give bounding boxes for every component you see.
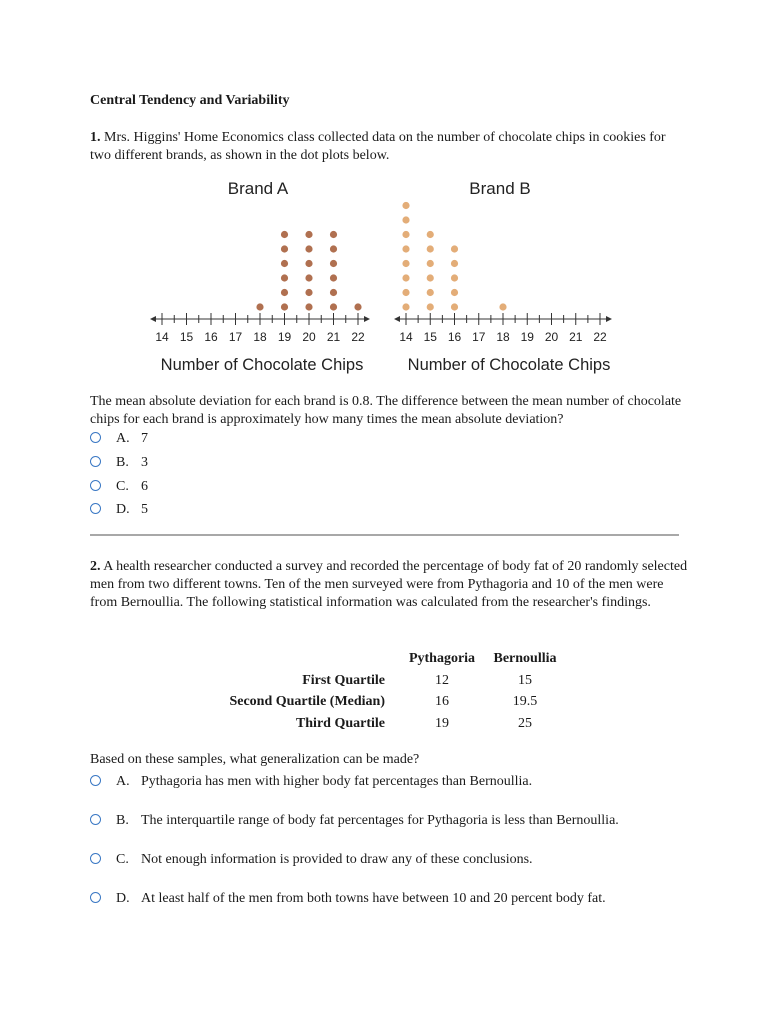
table-header-row — [200, 648, 565, 670]
cell-pythagoria: 12 — [435, 672, 449, 688]
data-dot — [330, 245, 337, 252]
option-letter: A. — [116, 431, 130, 446]
option-text: At least half of the men from both towns have between 10 and 20 percent body fat. — [141, 891, 606, 906]
option-letter: B. — [116, 813, 129, 828]
x-tick-label: 14 — [155, 330, 169, 344]
row-label: Third Quartile — [295, 715, 385, 731]
data-dot — [281, 289, 288, 296]
cell-bernoullia: 15 — [518, 672, 532, 688]
chart-title: Brand A — [227, 179, 289, 198]
data-dot — [305, 303, 312, 310]
document-title: Central Tendency and Variability — [90, 93, 290, 108]
option-text: The interquartile range of body fat percentages for Pythagoria is less than Bernoullia. — [141, 813, 619, 828]
dot-plots-svg — [140, 172, 640, 382]
x-tick-label: 19 — [277, 330, 292, 344]
data-dot — [427, 231, 434, 238]
x-axis-label: Number of Chocolate Chips — [407, 356, 611, 374]
data-dot — [305, 274, 312, 281]
data-dot — [305, 245, 312, 252]
radio-button[interactable] — [90, 503, 101, 514]
data-dot — [427, 303, 434, 310]
data-dot — [427, 289, 434, 296]
x-tick-label: 22 — [351, 330, 365, 344]
data-dot — [305, 289, 312, 296]
option-text: 3 — [141, 455, 148, 470]
data-dot — [330, 289, 337, 296]
radio-button[interactable] — [90, 814, 101, 825]
data-dot — [281, 260, 288, 267]
data-dot — [281, 245, 288, 252]
x-tick-label: 15 — [179, 330, 194, 344]
data-dot — [402, 216, 409, 223]
x-tick-label: 16 — [204, 330, 218, 344]
data-dot — [402, 231, 409, 238]
x-tick-label: 20 — [544, 330, 559, 344]
quartile-table — [200, 648, 565, 734]
data-dot — [427, 260, 434, 267]
option-text: 6 — [141, 479, 148, 494]
data-dot — [402, 303, 409, 310]
x-tick-label: 19 — [520, 330, 534, 344]
data-dot — [427, 245, 434, 252]
option-text: 7 — [141, 431, 148, 446]
option-text: 5 — [141, 502, 148, 517]
x-tick-label: 18 — [253, 330, 267, 344]
x-tick-label: 21 — [326, 330, 341, 344]
x-tick-label: 21 — [569, 330, 583, 344]
radio-button[interactable] — [90, 456, 101, 467]
option-letter: C. — [116, 852, 129, 867]
x-tick-label: 17 — [472, 330, 486, 344]
cell-bernoullia: 25 — [518, 715, 532, 731]
data-dot — [451, 260, 458, 267]
option-letter: B. — [116, 455, 129, 470]
q1-intro — [90, 129, 690, 165]
option-letter: D. — [116, 891, 130, 906]
axis-arrow-right — [364, 316, 370, 322]
data-dot — [281, 274, 288, 281]
data-dot — [402, 202, 409, 209]
data-dot — [305, 231, 312, 238]
data-dot — [305, 260, 312, 267]
data-dot — [330, 231, 337, 238]
data-dot — [402, 289, 409, 296]
chart-title: Brand B — [469, 179, 531, 198]
section-divider — [90, 534, 679, 536]
x-axis-label: Number of Chocolate Chips — [160, 356, 364, 374]
x-tick-label: 14 — [399, 330, 413, 344]
dot-plots-figure — [140, 172, 640, 382]
table-header-bernoullia: Bernoullia — [493, 651, 557, 666]
radio-button[interactable] — [90, 480, 101, 491]
q2-intro — [90, 558, 690, 612]
table-row — [200, 713, 565, 735]
radio-button[interactable] — [90, 432, 101, 443]
data-dot — [330, 260, 337, 267]
axis-arrow-left — [394, 316, 400, 322]
row-label: Second Quartile (Median) — [229, 694, 385, 709]
q2-number: 2. — [90, 559, 101, 574]
option-letter: A. — [116, 774, 130, 789]
data-dot — [256, 303, 263, 310]
cell-pythagoria: 19 — [435, 715, 449, 731]
table-header-blank — [200, 648, 399, 670]
radio-button[interactable] — [90, 892, 101, 903]
axis-arrow-left — [150, 316, 156, 322]
table-row — [200, 670, 565, 692]
data-dot — [281, 231, 288, 238]
q2-question: Based on these samples, what generalization can be made? — [90, 752, 420, 767]
data-dot — [402, 260, 409, 267]
x-tick-label: 17 — [228, 330, 243, 344]
cell-bernoullia: 19.5 — [512, 694, 538, 709]
data-dot — [451, 274, 458, 281]
x-tick-label: 22 — [593, 330, 607, 344]
x-tick-label: 16 — [447, 330, 462, 344]
x-tick-label: 20 — [302, 330, 316, 344]
data-dot — [402, 245, 409, 252]
data-dot — [451, 303, 458, 310]
axis-arrow-right — [606, 316, 612, 322]
q1-question: The mean absolute deviation for each brand is 0.8. The difference between the mean number of chocolate chips for each brand is approximately how many times the mean absolute deviation? — [90, 394, 682, 427]
x-tick-label: 15 — [423, 330, 437, 344]
table-header-pythagoria: Pythagoria — [408, 651, 476, 666]
data-dot — [451, 245, 458, 252]
q1-intro-text: Mrs. Higgins' Home Economics class collected data on the number of chocolate chips in cookies for two different brands, as shown in the dot plots below. — [90, 130, 666, 163]
option-text: Not enough information is provided to draw any of these conclusions. — [141, 852, 533, 867]
radio-button[interactable] — [90, 775, 101, 786]
data-dot — [427, 274, 434, 281]
q2-intro-text: A health researcher conducted a survey and recorded the percentage of body fat of 20 randomly selected men from two different towns. Ten of the men surveyed were from Pythagoria and 10 of the men were from Bernoullia. The following statistical information was calculated from the researcher's findings. — [90, 559, 688, 610]
option-letter: D. — [116, 502, 130, 517]
option-letter: C. — [116, 479, 129, 494]
radio-button[interactable] — [90, 853, 101, 864]
data-dot — [281, 303, 288, 310]
option-text: Pythagoria has men with higher body fat percentages than Bernoullia. — [141, 774, 533, 789]
x-tick-label: 18 — [496, 330, 510, 344]
row-label: First Quartile — [302, 672, 385, 688]
q1-number: 1. — [90, 130, 101, 145]
data-dot — [451, 289, 458, 296]
data-dot — [330, 274, 337, 281]
data-dot — [354, 303, 361, 310]
data-dot — [330, 303, 337, 310]
data-dot — [402, 274, 409, 281]
cell-pythagoria: 16 — [435, 694, 449, 709]
data-dot — [499, 303, 506, 310]
table-row — [200, 691, 565, 713]
